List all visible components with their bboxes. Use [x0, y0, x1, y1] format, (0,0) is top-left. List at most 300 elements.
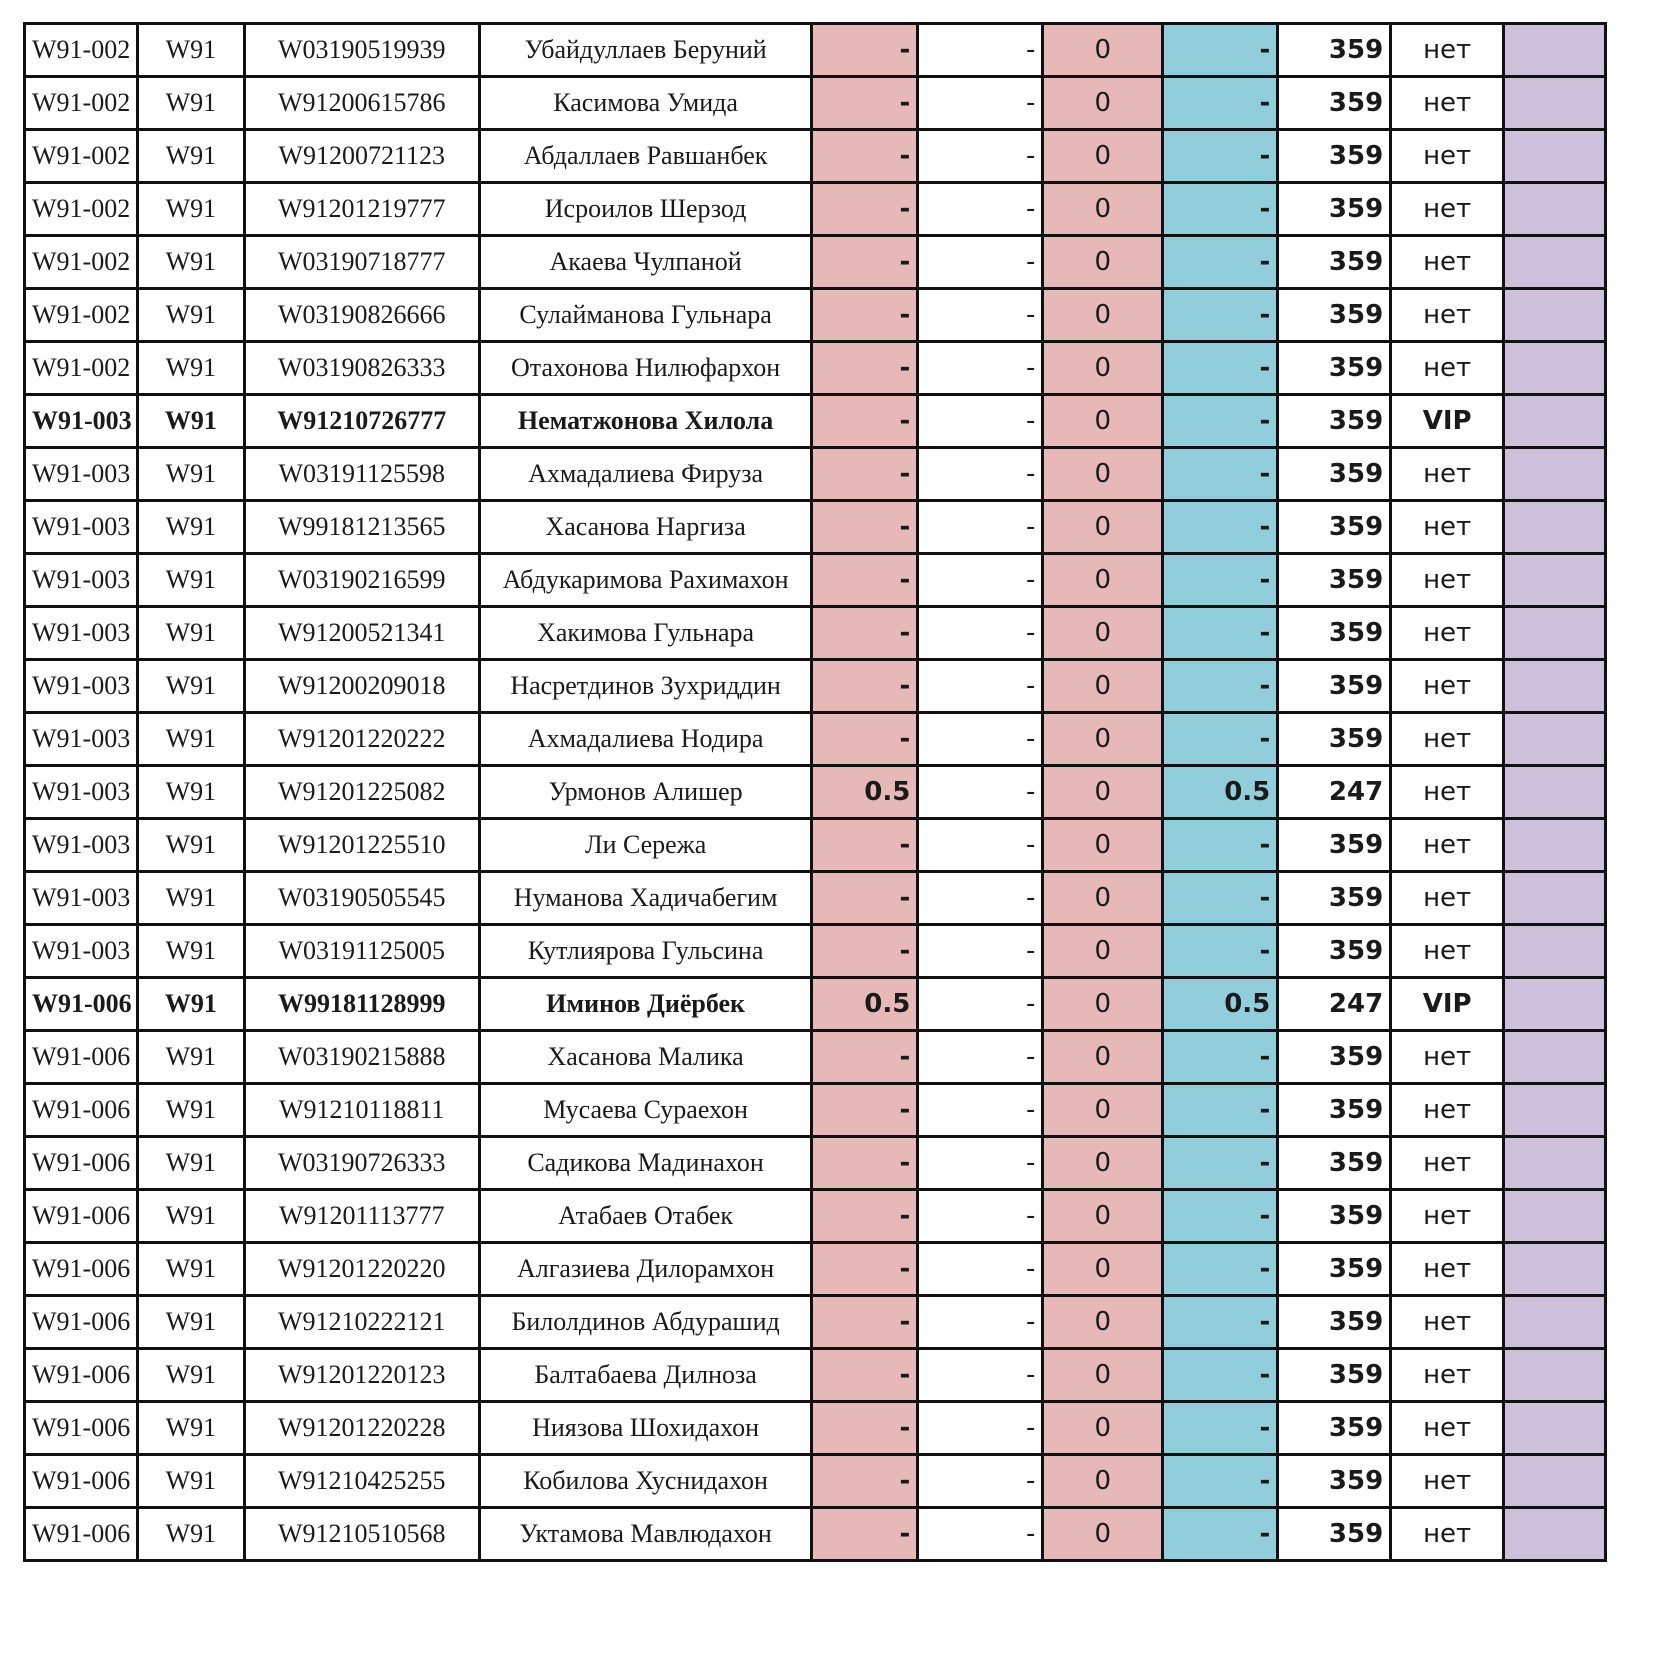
- amount-cell: 359: [1278, 1455, 1391, 1508]
- value-g-cell: 0: [1043, 77, 1163, 130]
- value-f-cell: -: [918, 925, 1043, 978]
- table-row: [25, 713, 1606, 766]
- value-h-cell: -: [1163, 24, 1278, 77]
- value-g-cell: 0: [1043, 713, 1163, 766]
- empty-cell: [1504, 978, 1606, 1031]
- name-cell: Урмонов Алишер: [479, 766, 812, 819]
- amount-cell: 359: [1278, 925, 1391, 978]
- status-cell: нет: [1391, 1508, 1504, 1561]
- group-cell: W91: [137, 1508, 244, 1561]
- code-cell: W91-002: [25, 236, 138, 289]
- amount-cell: 359: [1278, 1296, 1391, 1349]
- value-f-cell: -: [918, 1402, 1043, 1455]
- name-cell: Ниязова Шохидахон: [479, 1402, 812, 1455]
- empty-cell: [1504, 872, 1606, 925]
- table-row: [25, 554, 1606, 607]
- amount-cell: 359: [1278, 1243, 1391, 1296]
- empty-cell: [1504, 1031, 1606, 1084]
- name-cell: Ли Сережа: [479, 819, 812, 872]
- value-f-cell: -: [918, 183, 1043, 236]
- value-e-cell: -: [812, 554, 918, 607]
- code-cell: W91-003: [25, 395, 138, 448]
- value-h-cell: -: [1163, 607, 1278, 660]
- name-cell: Убайдуллаев Беруний: [479, 24, 812, 77]
- empty-cell: [1504, 660, 1606, 713]
- code-cell: W91-006: [25, 1190, 138, 1243]
- table-row: [25, 1402, 1606, 1455]
- group-cell: W91: [137, 1296, 244, 1349]
- empty-cell: [1504, 448, 1606, 501]
- table-row: [25, 660, 1606, 713]
- status-cell: нет: [1391, 289, 1504, 342]
- code-cell: W91-002: [25, 130, 138, 183]
- value-h-cell: -: [1163, 236, 1278, 289]
- value-f-cell: -: [918, 766, 1043, 819]
- value-e-cell: -: [812, 1508, 918, 1561]
- value-f-cell: -: [918, 713, 1043, 766]
- value-g-cell: 0: [1043, 342, 1163, 395]
- table-body: [25, 24, 1606, 1561]
- status-cell: нет: [1391, 766, 1504, 819]
- amount-cell: 247: [1278, 978, 1391, 1031]
- value-f-cell: -: [918, 872, 1043, 925]
- value-h-cell: -: [1163, 1031, 1278, 1084]
- value-f-cell: -: [918, 130, 1043, 183]
- value-e-cell: -: [812, 872, 918, 925]
- group-cell: W91: [137, 342, 244, 395]
- amount-cell: 359: [1278, 1402, 1391, 1455]
- id-cell: W91201225082: [244, 766, 479, 819]
- code-cell: W91-003: [25, 713, 138, 766]
- name-cell: Насретдинов Зухриддин: [479, 660, 812, 713]
- value-e-cell: -: [812, 819, 918, 872]
- code-cell: W91-006: [25, 1137, 138, 1190]
- group-cell: W91: [137, 978, 244, 1031]
- status-cell: нет: [1391, 183, 1504, 236]
- code-cell: W91-006: [25, 1296, 138, 1349]
- group-cell: W91: [137, 289, 244, 342]
- value-g-cell: 0: [1043, 1137, 1163, 1190]
- id-cell: W91201220222: [244, 713, 479, 766]
- code-cell: W91-002: [25, 183, 138, 236]
- amount-cell: 359: [1278, 1190, 1391, 1243]
- value-h-cell: -: [1163, 183, 1278, 236]
- id-cell: W91210118811: [244, 1084, 479, 1137]
- table-row: [25, 1296, 1606, 1349]
- status-cell: нет: [1391, 713, 1504, 766]
- id-cell: W91201220220: [244, 1243, 479, 1296]
- table-row: [25, 1190, 1606, 1243]
- table-row: [25, 1455, 1606, 1508]
- status-cell: нет: [1391, 660, 1504, 713]
- value-h-cell: -: [1163, 660, 1278, 713]
- value-g-cell: 0: [1043, 1243, 1163, 1296]
- value-f-cell: -: [918, 1084, 1043, 1137]
- value-g-cell: 0: [1043, 130, 1163, 183]
- value-g-cell: 0: [1043, 660, 1163, 713]
- amount-cell: 359: [1278, 395, 1391, 448]
- status-cell: нет: [1391, 1190, 1504, 1243]
- amount-cell: 359: [1278, 1084, 1391, 1137]
- status-cell: нет: [1391, 342, 1504, 395]
- status-cell: нет: [1391, 819, 1504, 872]
- group-cell: W91: [137, 501, 244, 554]
- amount-cell: 359: [1278, 77, 1391, 130]
- code-cell: W91-002: [25, 77, 138, 130]
- name-cell: Балтабаева Дилноза: [479, 1349, 812, 1402]
- value-f-cell: -: [918, 236, 1043, 289]
- status-cell: нет: [1391, 1349, 1504, 1402]
- value-e-cell: -: [812, 1190, 918, 1243]
- group-cell: W91: [137, 872, 244, 925]
- status-cell: нет: [1391, 1455, 1504, 1508]
- name-cell: Хакимова Гульнара: [479, 607, 812, 660]
- value-h-cell: -: [1163, 395, 1278, 448]
- value-e-cell: -: [812, 1243, 918, 1296]
- value-h-cell: -: [1163, 872, 1278, 925]
- group-cell: W91: [137, 448, 244, 501]
- code-cell: W91-003: [25, 819, 138, 872]
- id-cell: W91210222121: [244, 1296, 479, 1349]
- value-f-cell: -: [918, 1031, 1043, 1084]
- amount-cell: 359: [1278, 872, 1391, 925]
- group-cell: W91: [137, 1243, 244, 1296]
- table-row: [25, 819, 1606, 872]
- value-g-cell: 0: [1043, 501, 1163, 554]
- group-cell: W91: [137, 713, 244, 766]
- group-cell: W91: [137, 24, 244, 77]
- group-cell: W91: [137, 819, 244, 872]
- amount-cell: 247: [1278, 766, 1391, 819]
- name-cell: Сулайманова Гульнара: [479, 289, 812, 342]
- value-e-cell: -: [812, 1137, 918, 1190]
- status-cell: VIP: [1391, 395, 1504, 448]
- table-row: [25, 130, 1606, 183]
- empty-cell: [1504, 130, 1606, 183]
- name-cell: Ахмадалиева Нодира: [479, 713, 812, 766]
- status-cell: нет: [1391, 448, 1504, 501]
- id-cell: W91200521341: [244, 607, 479, 660]
- table-row: [25, 501, 1606, 554]
- value-e-cell: 0.5: [812, 766, 918, 819]
- name-cell: Билолдинов Абдурашид: [479, 1296, 812, 1349]
- value-e-cell: -: [812, 342, 918, 395]
- value-h-cell: -: [1163, 289, 1278, 342]
- value-h-cell: -: [1163, 1349, 1278, 1402]
- value-f-cell: -: [918, 1349, 1043, 1402]
- id-cell: W91210726777: [244, 395, 479, 448]
- empty-cell: [1504, 24, 1606, 77]
- amount-cell: 359: [1278, 819, 1391, 872]
- group-cell: W91: [137, 607, 244, 660]
- name-cell: Абдаллаев Равшанбек: [479, 130, 812, 183]
- amount-cell: 359: [1278, 342, 1391, 395]
- value-h-cell: -: [1163, 448, 1278, 501]
- status-cell: нет: [1391, 1243, 1504, 1296]
- empty-cell: [1504, 1349, 1606, 1402]
- table-row: [25, 395, 1606, 448]
- id-cell: W91201220123: [244, 1349, 479, 1402]
- code-cell: W91-002: [25, 342, 138, 395]
- table-row: [25, 1084, 1606, 1137]
- value-h-cell: -: [1163, 1296, 1278, 1349]
- id-cell: W91210425255: [244, 1455, 479, 1508]
- status-cell: нет: [1391, 24, 1504, 77]
- value-h-cell: -: [1163, 554, 1278, 607]
- value-f-cell: -: [918, 607, 1043, 660]
- name-cell: Кутлиярова Гульсина: [479, 925, 812, 978]
- name-cell: Кобилова Хуснидахон: [479, 1455, 812, 1508]
- status-cell: нет: [1391, 501, 1504, 554]
- name-cell: Исроилов Шерзод: [479, 183, 812, 236]
- code-cell: W91-003: [25, 554, 138, 607]
- group-cell: W91: [137, 77, 244, 130]
- value-g-cell: 0: [1043, 1508, 1163, 1561]
- status-cell: VIP: [1391, 978, 1504, 1031]
- value-f-cell: -: [918, 289, 1043, 342]
- table-row: [25, 1349, 1606, 1402]
- value-e-cell: -: [812, 1296, 918, 1349]
- code-cell: W91-003: [25, 607, 138, 660]
- code-cell: W91-002: [25, 289, 138, 342]
- value-g-cell: 0: [1043, 1349, 1163, 1402]
- code-cell: W91-003: [25, 448, 138, 501]
- value-h-cell: -: [1163, 1084, 1278, 1137]
- empty-cell: [1504, 1243, 1606, 1296]
- table-row: [25, 448, 1606, 501]
- value-e-cell: -: [812, 925, 918, 978]
- table-row: [25, 1137, 1606, 1190]
- value-f-cell: -: [918, 978, 1043, 1031]
- value-e-cell: -: [812, 236, 918, 289]
- group-cell: W91: [137, 395, 244, 448]
- value-g-cell: 0: [1043, 1190, 1163, 1243]
- table-row: [25, 342, 1606, 395]
- table-row: [25, 24, 1606, 77]
- id-cell: W91200721123: [244, 130, 479, 183]
- code-cell: W91-003: [25, 766, 138, 819]
- value-h-cell: -: [1163, 1455, 1278, 1508]
- value-e-cell: -: [812, 607, 918, 660]
- name-cell: Уктамова Мавлюдахон: [479, 1508, 812, 1561]
- empty-cell: [1504, 554, 1606, 607]
- value-f-cell: -: [918, 1455, 1043, 1508]
- name-cell: Акаева Чулпаной: [479, 236, 812, 289]
- value-e-cell: -: [812, 130, 918, 183]
- amount-cell: 359: [1278, 24, 1391, 77]
- value-h-cell: -: [1163, 130, 1278, 183]
- status-cell: нет: [1391, 130, 1504, 183]
- amount-cell: 359: [1278, 501, 1391, 554]
- group-cell: W91: [137, 1084, 244, 1137]
- empty-cell: [1504, 342, 1606, 395]
- table-row: [25, 1243, 1606, 1296]
- name-cell: Отахонова Нилюфархон: [479, 342, 812, 395]
- name-cell: Нуманова Хадичабегим: [479, 872, 812, 925]
- id-cell: W03190519939: [244, 24, 479, 77]
- value-g-cell: 0: [1043, 1031, 1163, 1084]
- empty-cell: [1504, 766, 1606, 819]
- id-cell: W03190216599: [244, 554, 479, 607]
- empty-cell: [1504, 236, 1606, 289]
- value-g-cell: 0: [1043, 1402, 1163, 1455]
- code-cell: W91-006: [25, 1402, 138, 1455]
- amount-cell: 359: [1278, 1031, 1391, 1084]
- value-f-cell: -: [918, 1190, 1043, 1243]
- name-cell: Ахмадалиева Фируза: [479, 448, 812, 501]
- value-e-cell: -: [812, 713, 918, 766]
- value-f-cell: -: [918, 1508, 1043, 1561]
- id-cell: W03190826666: [244, 289, 479, 342]
- value-g-cell: 0: [1043, 236, 1163, 289]
- group-cell: W91: [137, 130, 244, 183]
- status-cell: нет: [1391, 1031, 1504, 1084]
- empty-cell: [1504, 77, 1606, 130]
- value-e-cell: -: [812, 1455, 918, 1508]
- value-f-cell: -: [918, 501, 1043, 554]
- value-h-cell: -: [1163, 925, 1278, 978]
- value-h-cell: -: [1163, 501, 1278, 554]
- code-cell: W91-002: [25, 24, 138, 77]
- id-cell: W03190215888: [244, 1031, 479, 1084]
- status-cell: нет: [1391, 607, 1504, 660]
- value-h-cell: 0.5: [1163, 978, 1278, 1031]
- group-cell: W91: [137, 660, 244, 713]
- empty-cell: [1504, 1190, 1606, 1243]
- group-cell: W91: [137, 766, 244, 819]
- amount-cell: 359: [1278, 713, 1391, 766]
- value-e-cell: -: [812, 1402, 918, 1455]
- code-cell: W91-003: [25, 872, 138, 925]
- value-e-cell: -: [812, 448, 918, 501]
- status-cell: нет: [1391, 872, 1504, 925]
- value-h-cell: -: [1163, 1190, 1278, 1243]
- value-e-cell: -: [812, 183, 918, 236]
- id-cell: W91201219777: [244, 183, 479, 236]
- code-cell: W91-006: [25, 1455, 138, 1508]
- name-cell: Иминов Диёрбек: [479, 978, 812, 1031]
- value-e-cell: -: [812, 395, 918, 448]
- status-cell: нет: [1391, 1402, 1504, 1455]
- amount-cell: 359: [1278, 660, 1391, 713]
- value-h-cell: 0.5: [1163, 766, 1278, 819]
- amount-cell: 359: [1278, 554, 1391, 607]
- status-cell: нет: [1391, 236, 1504, 289]
- code-cell: W91-003: [25, 501, 138, 554]
- name-cell: Мусаева Сураехон: [479, 1084, 812, 1137]
- value-h-cell: -: [1163, 77, 1278, 130]
- value-g-cell: 0: [1043, 395, 1163, 448]
- empty-cell: [1504, 1084, 1606, 1137]
- value-f-cell: -: [918, 24, 1043, 77]
- id-cell: W99181213565: [244, 501, 479, 554]
- empty-cell: [1504, 1402, 1606, 1455]
- empty-cell: [1504, 501, 1606, 554]
- code-cell: W91-006: [25, 1349, 138, 1402]
- value-e-cell: -: [812, 1031, 918, 1084]
- value-e-cell: 0.5: [812, 978, 918, 1031]
- value-g-cell: 0: [1043, 819, 1163, 872]
- table-row: [25, 77, 1606, 130]
- amount-cell: 359: [1278, 1349, 1391, 1402]
- value-f-cell: -: [918, 1243, 1043, 1296]
- value-g-cell: 0: [1043, 607, 1163, 660]
- table-row: [25, 766, 1606, 819]
- value-g-cell: 0: [1043, 289, 1163, 342]
- table-row: [25, 607, 1606, 660]
- empty-cell: [1504, 1296, 1606, 1349]
- amount-cell: 359: [1278, 130, 1391, 183]
- empty-cell: [1504, 395, 1606, 448]
- code-cell: W91-006: [25, 1031, 138, 1084]
- value-h-cell: -: [1163, 1137, 1278, 1190]
- status-cell: нет: [1391, 554, 1504, 607]
- value-h-cell: -: [1163, 1508, 1278, 1561]
- id-cell: W91201225510: [244, 819, 479, 872]
- name-cell: Хасанова Малика: [479, 1031, 812, 1084]
- value-g-cell: 0: [1043, 24, 1163, 77]
- value-h-cell: -: [1163, 342, 1278, 395]
- table-row: [25, 978, 1606, 1031]
- table-row: [25, 183, 1606, 236]
- value-e-cell: -: [812, 1349, 918, 1402]
- empty-cell: [1504, 183, 1606, 236]
- value-g-cell: 0: [1043, 978, 1163, 1031]
- table-row: [25, 872, 1606, 925]
- id-cell: W03190826333: [244, 342, 479, 395]
- group-cell: W91: [137, 1190, 244, 1243]
- value-e-cell: -: [812, 289, 918, 342]
- id-cell: W03190505545: [244, 872, 479, 925]
- amount-cell: 359: [1278, 183, 1391, 236]
- value-f-cell: -: [918, 1137, 1043, 1190]
- empty-cell: [1504, 819, 1606, 872]
- group-cell: W91: [137, 1031, 244, 1084]
- name-cell: Алгазиева Дилорамхон: [479, 1243, 812, 1296]
- table-row: [25, 1508, 1606, 1561]
- value-g-cell: 0: [1043, 766, 1163, 819]
- status-cell: нет: [1391, 925, 1504, 978]
- table-row: [25, 925, 1606, 978]
- id-cell: W91201113777: [244, 1190, 479, 1243]
- id-cell: W03191125005: [244, 925, 479, 978]
- id-cell: W91200615786: [244, 77, 479, 130]
- id-cell: W99181128999: [244, 978, 479, 1031]
- table-row: [25, 236, 1606, 289]
- amount-cell: 359: [1278, 1137, 1391, 1190]
- status-cell: нет: [1391, 1084, 1504, 1137]
- value-h-cell: -: [1163, 819, 1278, 872]
- value-g-cell: 0: [1043, 1455, 1163, 1508]
- empty-cell: [1504, 925, 1606, 978]
- data-table: [23, 22, 1607, 1562]
- id-cell: W03190726333: [244, 1137, 479, 1190]
- table-row: [25, 1031, 1606, 1084]
- empty-cell: [1504, 289, 1606, 342]
- code-cell: W91-006: [25, 1243, 138, 1296]
- value-g-cell: 0: [1043, 183, 1163, 236]
- group-cell: W91: [137, 1455, 244, 1508]
- id-cell: W03190718777: [244, 236, 479, 289]
- amount-cell: 359: [1278, 289, 1391, 342]
- id-cell: W91200209018: [244, 660, 479, 713]
- value-f-cell: -: [918, 1296, 1043, 1349]
- value-f-cell: -: [918, 554, 1043, 607]
- value-g-cell: 0: [1043, 1084, 1163, 1137]
- id-cell: W91201220228: [244, 1402, 479, 1455]
- amount-cell: 359: [1278, 1508, 1391, 1561]
- name-cell: Касимова Умида: [479, 77, 812, 130]
